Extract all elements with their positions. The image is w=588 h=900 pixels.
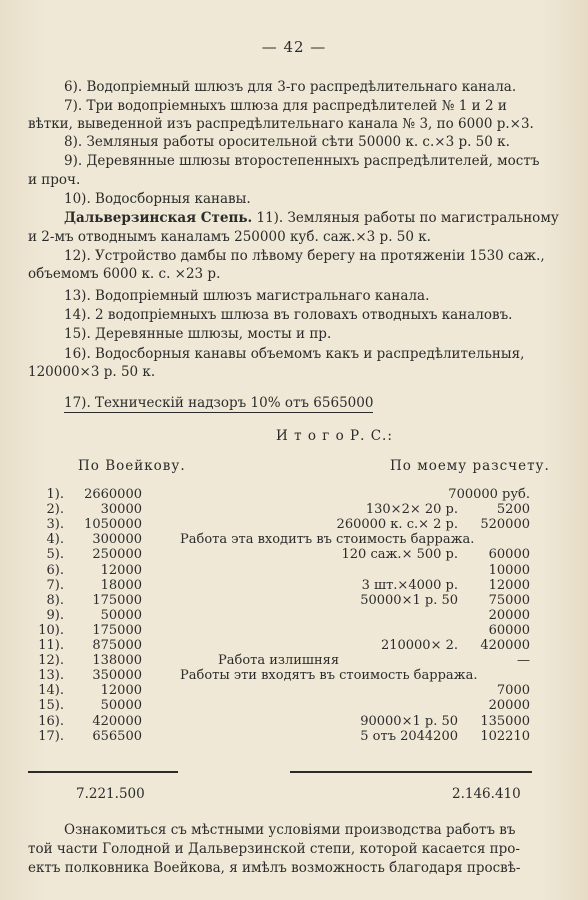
- table-row: [0, 653, 588, 668]
- value-my-calc: 12000: [488, 577, 530, 593]
- row-index: 16).: [38, 713, 64, 729]
- row-index: 5).: [46, 547, 64, 563]
- value-my-calc: 5200: [496, 502, 530, 518]
- item-16: 16). Водосборныя канавы объемомъ какъ и распредѣлительныя,: [64, 346, 525, 362]
- row-index: 10).: [38, 622, 64, 638]
- header-my-calc: По моему разсчету.: [390, 458, 550, 474]
- value-voeikov: 2660000: [84, 487, 142, 502]
- row-index: 17).: [38, 728, 64, 744]
- item-7: 7). Три водопріемныхъ шлюза для распредѣлителей № 1 и 2 и: [64, 98, 507, 114]
- table-row: [0, 623, 588, 638]
- itogo-heading: И т о г о Р. С.:: [276, 428, 393, 444]
- table-row: [0, 608, 588, 623]
- calc-note: 210000⨯ 2.: [380, 638, 458, 653]
- total-my-calc: 2.146.410: [452, 786, 521, 802]
- calc-note: 5 отъ 2044200: [360, 728, 458, 744]
- table-row: [0, 578, 588, 593]
- value-voeikov: 138000: [92, 653, 142, 669]
- table-row: [0, 668, 588, 683]
- value-voeikov: 12000: [100, 562, 142, 578]
- calc-note: 90000⨯1 р. 50: [360, 713, 458, 729]
- item-16-cont: 120000⨯3 р. 50 к.: [28, 364, 156, 380]
- item-6: 6). Водопріемный шлюзъ для 3-го распредѣлительнаго канала.: [64, 79, 517, 95]
- value-voeikov: 50000: [100, 607, 142, 623]
- calc-note: 120 саж.⨯ 500 р.: [341, 547, 458, 563]
- value-my-calc: 102210: [480, 728, 530, 744]
- row-index: 4).: [46, 532, 64, 548]
- item-13: 13). Водопріемный шлюзъ магистральнаго канала.: [64, 288, 430, 304]
- value-voeikov: 350000: [92, 668, 142, 684]
- row-index: 7).: [46, 577, 64, 593]
- item-9: 9). Деревянные шлюзы второстепенныхъ распредѣлителей, мостъ: [64, 153, 540, 169]
- table-row: [0, 683, 588, 698]
- item-9-cont: и проч.: [28, 172, 81, 188]
- right-total-rule: [290, 771, 532, 773]
- calc-note: 130⨯2⨯ 20 р.: [365, 502, 458, 518]
- table-row: [0, 638, 588, 653]
- table-row: [0, 502, 588, 517]
- value-my-calc: 20000: [488, 607, 530, 623]
- row-index: 12).: [38, 653, 64, 669]
- row-index: 15).: [38, 698, 64, 714]
- calc-note: 3 шт.⨯4000 р.: [361, 577, 458, 593]
- value-my-calc: 420000: [480, 638, 530, 653]
- table-row: [0, 729, 588, 744]
- item-15: 15). Деревянные шлюзы, мосты и пр.: [64, 326, 332, 342]
- value-my-calc: 75000: [488, 592, 530, 608]
- value-voeikov: 1050000: [84, 517, 142, 533]
- item-11-text: 11). Земляныя работы по магистральному: [256, 210, 559, 226]
- paragraph-line-3: ектъ полковника Воейкова, я имѣлъ возможность благодаря просвѣ-: [28, 860, 521, 876]
- item-8: 8). Земляныя работы оросительной сѣти 50000 к. с.⨯3 р. 50 к.: [64, 134, 510, 150]
- value-voeikov: 175000: [92, 622, 142, 638]
- item-12-cont: объемомъ 6000 к. с. ⨯23 р.: [28, 266, 221, 282]
- calc-note: Работа излишняя: [218, 653, 340, 669]
- item-11-cont: и 2-мъ отводнымъ каналамъ 250000 куб. саж.⨯3 р. 50 к.: [28, 229, 431, 245]
- header-voeikov: По Воейкову.: [78, 458, 186, 474]
- paragraph-line-1: Ознакомиться съ мѣстными условіями производства работъ въ: [64, 822, 516, 838]
- table-row: [0, 698, 588, 713]
- value-my-calc: 60000: [488, 547, 530, 563]
- value-voeikov: 50000: [100, 698, 142, 714]
- table-row: [0, 593, 588, 608]
- value-voeikov: 175000: [92, 592, 142, 608]
- calc-note: 260000 к. с.⨯ 2 р.: [336, 517, 458, 533]
- item-11: [64, 209, 559, 227]
- value-voeikov: 12000: [100, 683, 142, 699]
- table-row: [0, 714, 588, 729]
- row-index: 8).: [46, 592, 64, 608]
- calc-note: Работы эти входятъ въ стоимость барража.: [180, 668, 478, 684]
- calc-note: Работа эта входитъ въ стоимость барража.: [180, 532, 475, 548]
- item-17-text: 17). Техническій надзоръ 10% отъ 6565000: [64, 395, 374, 411]
- item-17: [64, 394, 373, 412]
- row-index: 14).: [38, 683, 64, 699]
- value-voeikov: 420000: [92, 713, 142, 729]
- row-index: 13).: [38, 668, 64, 684]
- value-my-calc: 60000: [488, 622, 530, 638]
- table-row: [0, 532, 588, 547]
- item-7-cont: вѣтки, выведенной изъ распредѣлительнаго канала № 3, по 6000 р.⨯3.: [28, 116, 534, 132]
- value-voeikov: 250000: [92, 547, 142, 563]
- item-12: 12). Устройство дамбы по лѣвому берегу на протяженіи 1530 саж.,: [64, 248, 545, 264]
- value-voeikov: 18000: [100, 577, 142, 593]
- paragraph-line-2: той части Голодной и Дальверзинской степи, которой касается про-: [28, 841, 520, 857]
- value-my-calc: 135000: [480, 713, 530, 729]
- row-index: 2).: [46, 502, 64, 518]
- value-my-calc: 20000: [488, 698, 530, 714]
- value-my-calc: 520000: [480, 517, 530, 533]
- value-voeikov: 300000: [92, 532, 142, 548]
- row-index: 9).: [46, 607, 64, 623]
- item-10: 10). Водосборныя канавы.: [64, 191, 251, 207]
- table-row: [0, 563, 588, 578]
- item-14: 14). 2 водопріемныхъ шлюза въ головахъ отводныхъ каналовъ.: [64, 307, 513, 323]
- dalverzin-label: Дальверзинская Степь.: [64, 210, 253, 226]
- left-total-rule: [28, 771, 178, 773]
- table-row: [0, 487, 588, 502]
- row-index: 3).: [46, 517, 64, 533]
- row-index: 11).: [38, 638, 64, 653]
- table-row: [0, 547, 588, 562]
- value-my-calc: 700000 руб.: [448, 487, 530, 502]
- value-voeikov: 656500: [92, 728, 142, 744]
- value-my-calc: 10000: [488, 562, 530, 578]
- calc-note: 50000⨯1 р. 50: [360, 592, 458, 608]
- value-my-calc: 7000: [496, 683, 530, 699]
- table-row: [0, 517, 588, 532]
- value-voeikov: 30000: [100, 502, 142, 518]
- row-index: 1).: [46, 487, 64, 502]
- value-my-calc: —: [517, 653, 530, 669]
- value-voeikov: 875000: [92, 638, 142, 653]
- page-number: — 42 —: [261, 38, 327, 56]
- total-voeikov: 7.221.500: [76, 786, 145, 802]
- row-index: 6).: [46, 562, 64, 578]
